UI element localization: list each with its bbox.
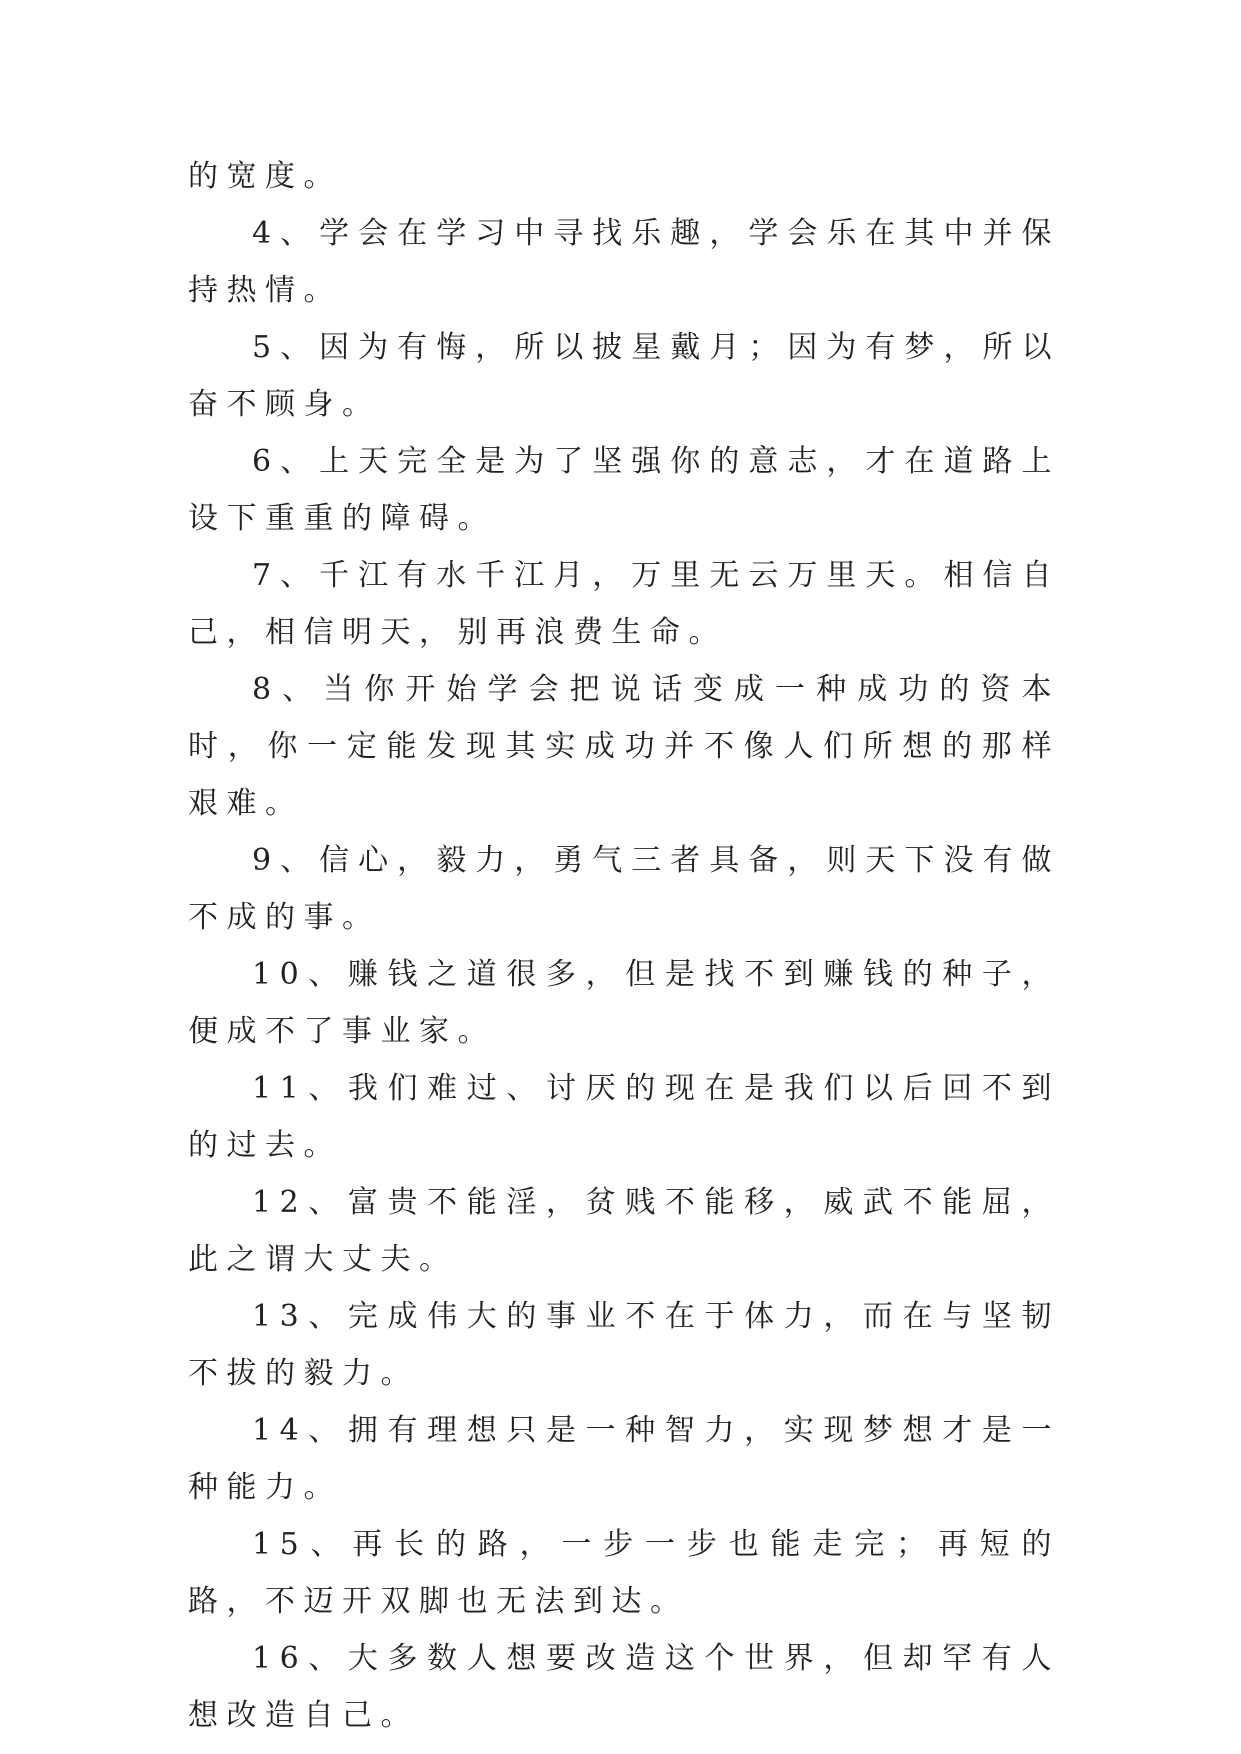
quote-item-11: 11、我们难过、讨厌的现在是我们以后回不到的过去。: [188, 1071, 1060, 1163]
quote-item-7: 7、千江有水千江月，万里无云万里天。相信自己，相信明天，别再浪费生命。: [188, 558, 1060, 650]
quote-item-14: 14、拥有理想只是一种智力，实现梦想才是一种能力。: [188, 1413, 1060, 1505]
quote-item-8: 8、当你开始学会把说话变成一种成功的资本时，你一定能发现其实成功并不像人们所想的那样艰难。: [188, 672, 1060, 821]
quote-item-12: 12、富贵不能淫，贫贱不能移，威武不能屈，此之谓大丈夫。: [188, 1185, 1060, 1277]
quote-item-15: 15、再长的路，一步一步也能走完；再短的路，不迈开双脚也无法到达。: [188, 1527, 1060, 1619]
paragraph-continuation: 的宽度。: [188, 159, 342, 194]
quote-item-6: 6、上天完全是为了坚强你的意志，才在道路上设下重重的障碍。: [188, 444, 1060, 536]
quote-item-9: 9、信心，毅力，勇气三者具备，则天下没有做不成的事。: [188, 843, 1060, 935]
quote-item-5: 5、因为有悔，所以披星戴月；因为有梦，所以奋不顾身。: [188, 330, 1060, 422]
quote-item-16: 16、大多数人想要改造这个世界，但却罕有人想改造自己。: [188, 1641, 1060, 1733]
quote-item-10: 10、赚钱之道很多，但是找不到赚钱的种子，便成不了事业家。: [188, 957, 1060, 1049]
document-body: [188, 148, 1060, 1744]
quote-item-4: 4、学会在学习中寻找乐趣，学会乐在其中并保持热情。: [188, 216, 1060, 308]
quote-item-13: 13、完成伟大的事业不在于体力，而在与坚韧不拔的毅力。: [188, 1299, 1060, 1391]
